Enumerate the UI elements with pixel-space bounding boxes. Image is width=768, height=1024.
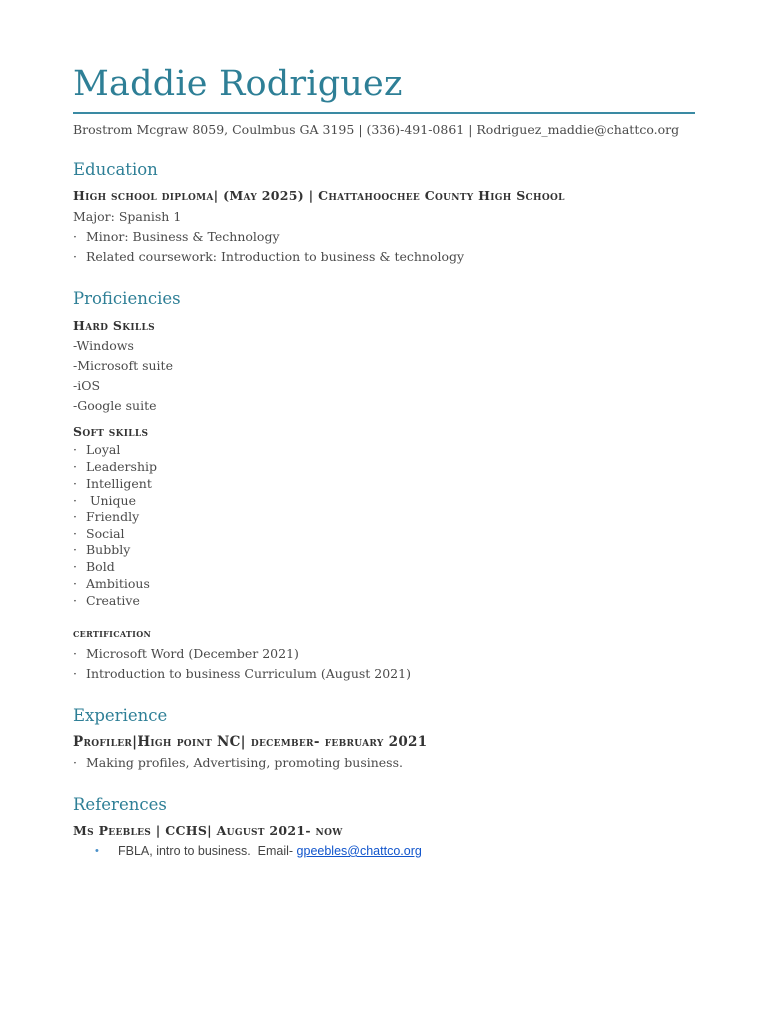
soft-skill-item: · Social bbox=[73, 526, 125, 541]
certification-item: · Introduction to business Curriculum (August 2021) bbox=[73, 666, 411, 681]
soft-skill-item: · Bubbly bbox=[73, 542, 131, 557]
reference-item: • FBLA, intro to business. Email- gpeebles@chattco.org bbox=[95, 844, 422, 858]
reference-email-link[interactable]: gpeebles@chattco.org bbox=[296, 844, 422, 858]
soft-skill-item: · Friendly bbox=[73, 509, 140, 524]
soft-skill-item: · Ambitious bbox=[73, 576, 150, 591]
soft-skill-item: · Leadership bbox=[73, 459, 157, 474]
soft-skills-title: Soft skills bbox=[73, 424, 149, 439]
hard-skills-title: Hard Skills bbox=[73, 318, 155, 333]
contact-line: Brostrom Mcgraw 8059, Coulmbus GA 3195 | (336)-491-0861 | Rodriguez_maddie@chattco.org bbox=[73, 122, 680, 137]
experience-title: Profiler|High point NC| december- february 2021 bbox=[73, 734, 428, 750]
header-divider bbox=[73, 112, 695, 114]
soft-skill-item: · Unique bbox=[73, 493, 137, 508]
soft-skill-item: · Creative bbox=[73, 593, 140, 608]
soft-skill-item: · Loyal bbox=[73, 442, 121, 457]
hard-skill-item: -Windows bbox=[73, 338, 134, 353]
hard-skill-item: -Microsoft suite bbox=[73, 358, 173, 373]
reference-title: Ms Peebles | CCHS| August 2021- now bbox=[73, 823, 343, 838]
education-heading: Education bbox=[73, 160, 158, 179]
education-title: High school diploma| (May 2025) | Chattahoochee County High School bbox=[73, 188, 565, 203]
bullet-icon: • bbox=[95, 845, 99, 857]
hard-skill-item: -Google suite bbox=[73, 398, 157, 413]
education-bullet: · Related coursework: Introduction to business & technology bbox=[73, 249, 465, 264]
education-major: Major: Spanish 1 bbox=[73, 209, 182, 224]
experience-heading: Experience bbox=[73, 706, 168, 725]
experience-bullet: · Making profiles, Advertising, promoting business. bbox=[73, 755, 403, 770]
soft-skill-item: · Intelligent bbox=[73, 476, 152, 491]
certification-title: certification bbox=[73, 626, 152, 640]
hard-skill-item: -iOS bbox=[73, 378, 101, 393]
references-heading: References bbox=[73, 795, 167, 814]
proficiencies-heading: Proficiencies bbox=[73, 289, 181, 308]
soft-skill-item: · Bold bbox=[73, 559, 115, 574]
certification-item: · Microsoft Word (December 2021) bbox=[73, 646, 299, 661]
education-bullet: · Minor: Business & Technology bbox=[73, 229, 280, 244]
candidate-name: Maddie Rodriguez bbox=[73, 64, 403, 104]
